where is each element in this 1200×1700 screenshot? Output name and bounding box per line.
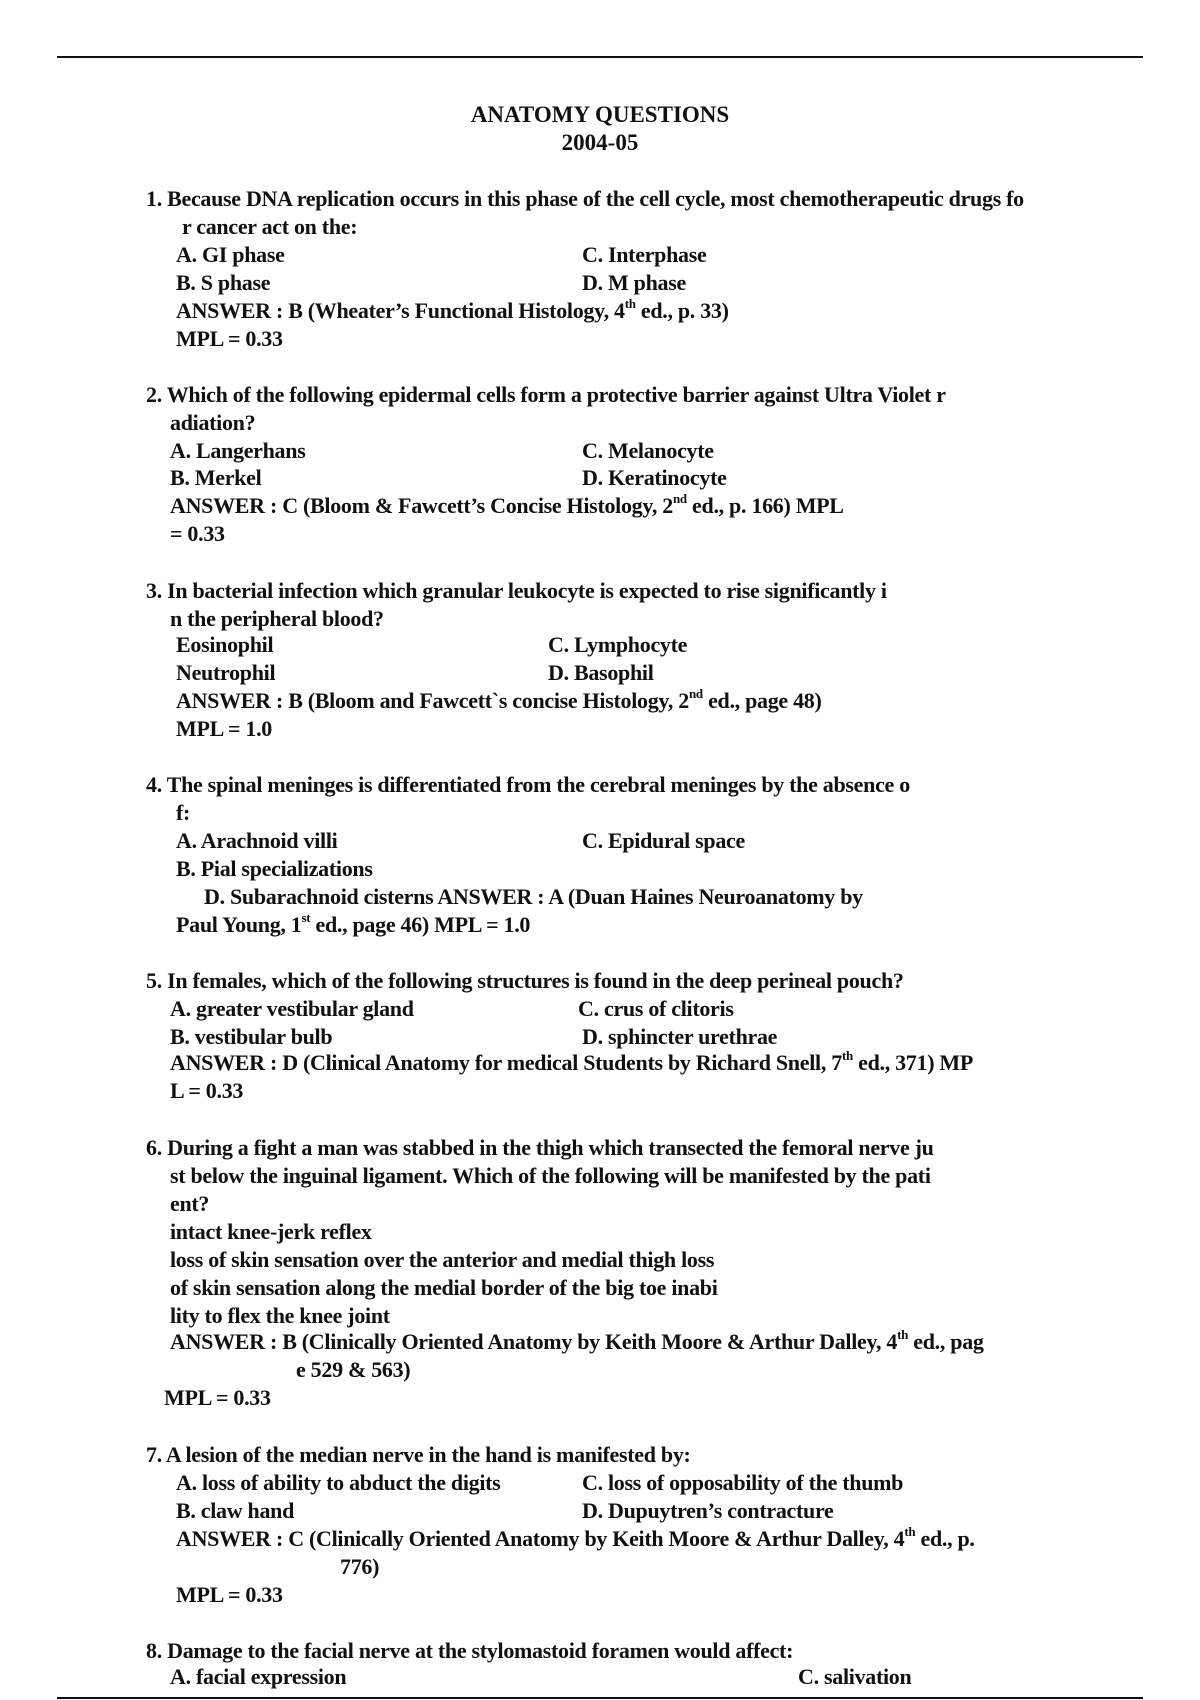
q4-option-c: C. Epidural space [582,828,745,853]
q3-mpl: MPL = 1.0 [176,716,272,741]
q6-mpl: MPL = 0.33 [164,1385,271,1410]
q8-option-a: A. facial expression [170,1664,347,1689]
q1-option-a: A. GI phase [176,242,285,267]
q1-answer: ANSWER : B (Wheater’s Functional Histology, 4th ed., p. 33) [176,295,729,323]
q1-mpl: MPL = 0.33 [176,326,283,351]
top-rule [57,56,1143,58]
q4-option-d-answer: D. Subarachnoid cisterns ANSWER : A (Duan Haines Neuroanatomy by [204,884,863,909]
q6-stem-line2: st below the inguinal ligament. Which of the following will be manifested by the pati [170,1163,931,1188]
q5-mpl: L = 0.33 [170,1078,244,1103]
q4-answer-cont: Paul Young, 1st ed., page 46) MPL = 1.0 [176,909,531,937]
q6-option-4: lity to flex the knee joint [170,1303,390,1328]
q5-option-b: B. vestibular bulb [170,1024,333,1049]
q8-stem-line1: 8. Damage to the facial nerve at the stylomastoid foramen would affect: [146,1638,794,1663]
q7-option-d: D. Dupuytren’s contracture [582,1498,834,1523]
q6-option-2: loss of skin sensation over the anterior and medial thigh loss [170,1247,715,1272]
bottom-rule [57,1697,1143,1699]
q1-stem-line1: 1. Because DNA replication occurs in this phase of the cell cycle, most chemotherapeutic drugs fo [146,186,1024,211]
page-year: 2004-05 [561,130,639,155]
q3-stem-line2: n the peripheral blood? [170,606,384,631]
q7-option-a: A. loss of ability to abduct the digits [176,1470,501,1495]
q6-stem-line3: ent? [170,1191,210,1216]
q2-option-d: D. Keratinocyte [582,465,727,490]
q6-answer: ANSWER : B (Clinically Oriented Anatomy by Keith Moore & Arthur Dalley, 4th ed., pag [170,1326,984,1354]
q2-stem-line1: 2. Which of the following epidermal cells form a protective barrier against Ultra Violet r [146,382,946,407]
q7-option-c: C. loss of opposability of the thumb [582,1470,904,1495]
q3-option-d: D. Basophil [548,660,654,685]
q8-option-c: C. salivation [798,1664,912,1689]
q7-mpl: MPL = 0.33 [176,1582,283,1607]
q3-option-a: Eosinophil [176,632,274,657]
q4-stem-line1: 4. The spinal meninges is differentiated from the cerebral meninges by the absence o [146,772,910,797]
q7-option-b: B. claw hand [176,1498,295,1523]
q4-option-a: A. Arachnoid villi [176,828,338,853]
q2-option-b: B. Merkel [170,465,262,490]
q1-option-c: C. Interphase [582,242,707,267]
q3-answer: ANSWER : B (Bloom and Fawcett`s concise Histology, 2nd ed., page 48) [176,685,822,713]
q5-option-d: D. sphincter urethrae [582,1024,778,1049]
q5-stem-line1: 5. In females, which of the following structures is found in the deep perineal pouch? [146,968,904,993]
q5-option-c: C. crus of clitoris [578,996,734,1021]
q3-option-b: Neutrophil [176,660,276,685]
q5-answer: ANSWER : D (Clinical Anatomy for medical Students by Richard Snell, 7th ed., 371) MP [170,1047,974,1075]
page-title: ANATOMY QUESTIONS [470,102,730,127]
q4-stem-line2: f: [176,800,191,825]
q1-stem-line2: r cancer act on the: [182,214,358,239]
q1-option-d: D. M phase [582,270,686,295]
q2-mpl: = 0.33 [170,521,225,546]
q7-answer: ANSWER : C (Clinically Oriented Anatomy by Keith Moore & Arthur Dalley, 4th ed., p. [176,1523,975,1551]
q3-option-c: C. Lymphocyte [548,632,688,657]
q2-option-a: A. Langerhans [170,438,306,463]
q6-option-3: of skin sensation along the medial border of the big toe inabi [170,1275,718,1300]
q6-option-1: intact knee-jerk reflex [170,1219,372,1244]
q7-stem-line1: 7. A lesion of the median nerve in the hand is manifested by: [146,1442,691,1467]
q6-stem-line1: 6. During a fight a man was stabbed in the thigh which transected the femoral nerve ju [146,1135,934,1160]
q2-answer: ANSWER : C (Bloom & Fawcett’s Concise Histology, 2nd ed., p. 166) MPL [170,490,844,518]
q7-answer-cont: 776) [340,1554,380,1579]
q6-answer-cont: e 529 & 563) [296,1357,411,1382]
q4-option-b: B. Pial specializations [176,856,373,881]
q2-stem-line2: adiation? [170,410,256,435]
q1-option-b: B. S phase [176,270,271,295]
q2-option-c: C. Melanocyte [582,438,714,463]
q5-option-a: A. greater vestibular gland [170,996,414,1021]
q3-stem-line1: 3. In bacterial infection which granular leukocyte is expected to rise significantly i [146,578,887,603]
